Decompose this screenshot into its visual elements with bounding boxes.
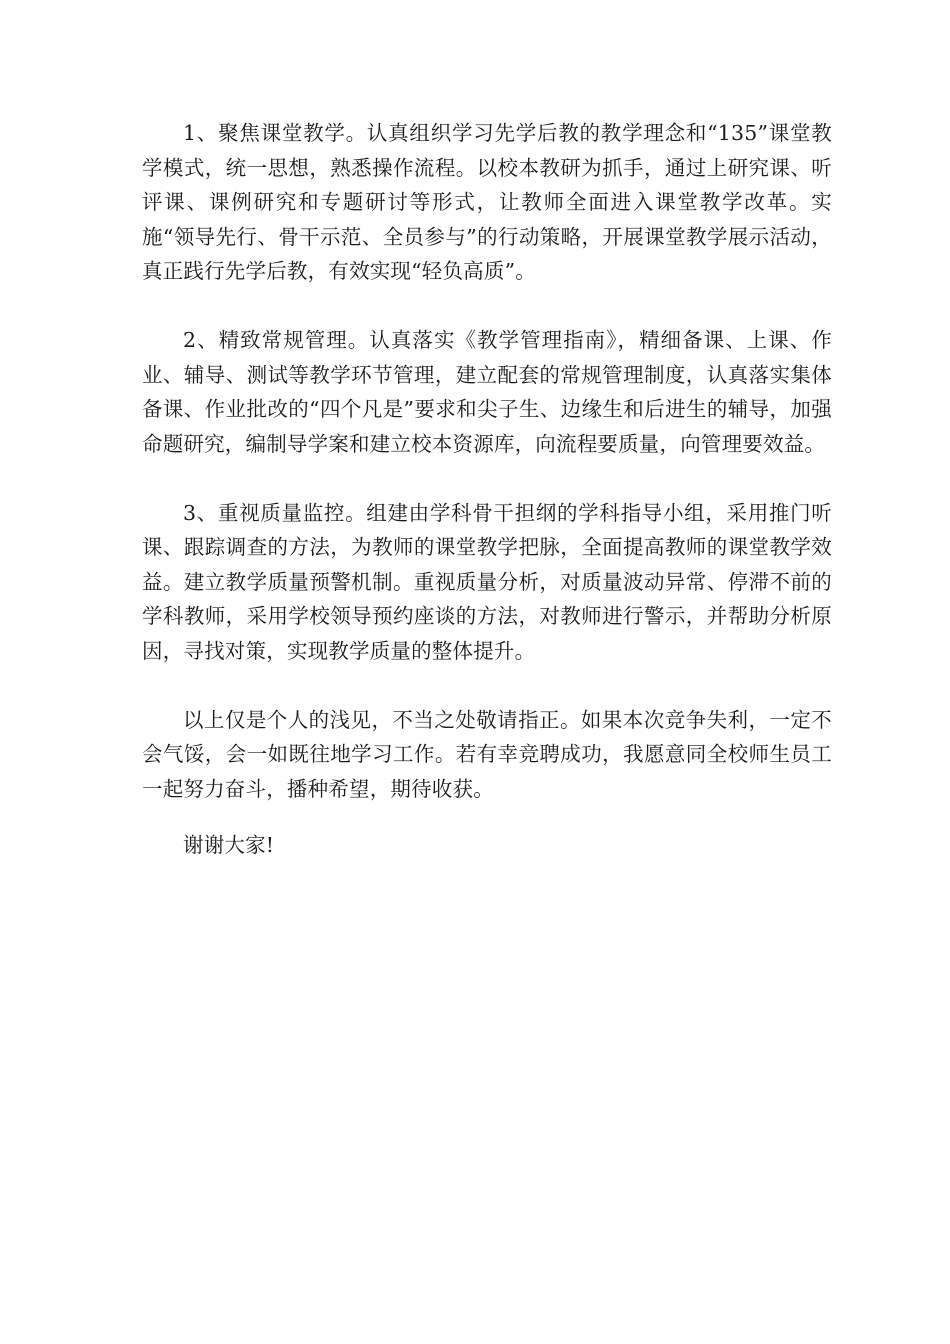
- paragraph-classroom-teaching: 1、聚焦课堂教学。认真组织学习先学后教的教学理念和“135”课堂教学模式，统一思想，熟悉操作流程。以校本教研为抓手，通过上研究课、听评课、课例研究和专题研讨等形式，让教师全面进入课堂教学改革。实施“领导先行、骨干示范、全员参与”的行动策略，开展课堂教学展示活动，真正践行先学后教，有效实现“轻负高质”。: [142, 121, 832, 283]
- paragraph-closing-remarks: 以上仅是个人的浅见，不当之处敬请指正。如果本次竞争失利，一定不会气馁，会一如既往地学习工作。若有幸竞聘成功，我愿意同全校师生员工一起努力奋斗，播种希望，期待收获。: [142, 707, 832, 801]
- paragraph-thanks: 谢谢大家!: [183, 833, 275, 857]
- paragraph-routine-management: 2、精致常规管理。认真落实《教学管理指南》，精细备课、上课、作业、辅导、测试等教学环节管理，建立配套的常规管理制度，认真落实集体备课、作业批改的“四个凡是”要求和尖子生、边缘生和后进生的辅导，加强命题研究，编制导学案和建立校本资源库，向流程要质量，向管理要效益。: [142, 328, 832, 456]
- paragraph-quality-monitoring: 3、重视质量监控。组建由学科骨干担纲的学科指导小组，采用推门听课、跟踪调查的方法，为教师的课堂教学把脉，全面提高教师的课堂教学效益。建立教学质量预警机制。重视质量分析，对质量波动异常、停滞不前的学科教师，采用学校领导预约座谈的方法，对教师进行警示，并帮助分析原因，寻找对策，实现教学质量的整体提升。: [142, 500, 832, 663]
- document-body: [142, 116, 832, 863]
